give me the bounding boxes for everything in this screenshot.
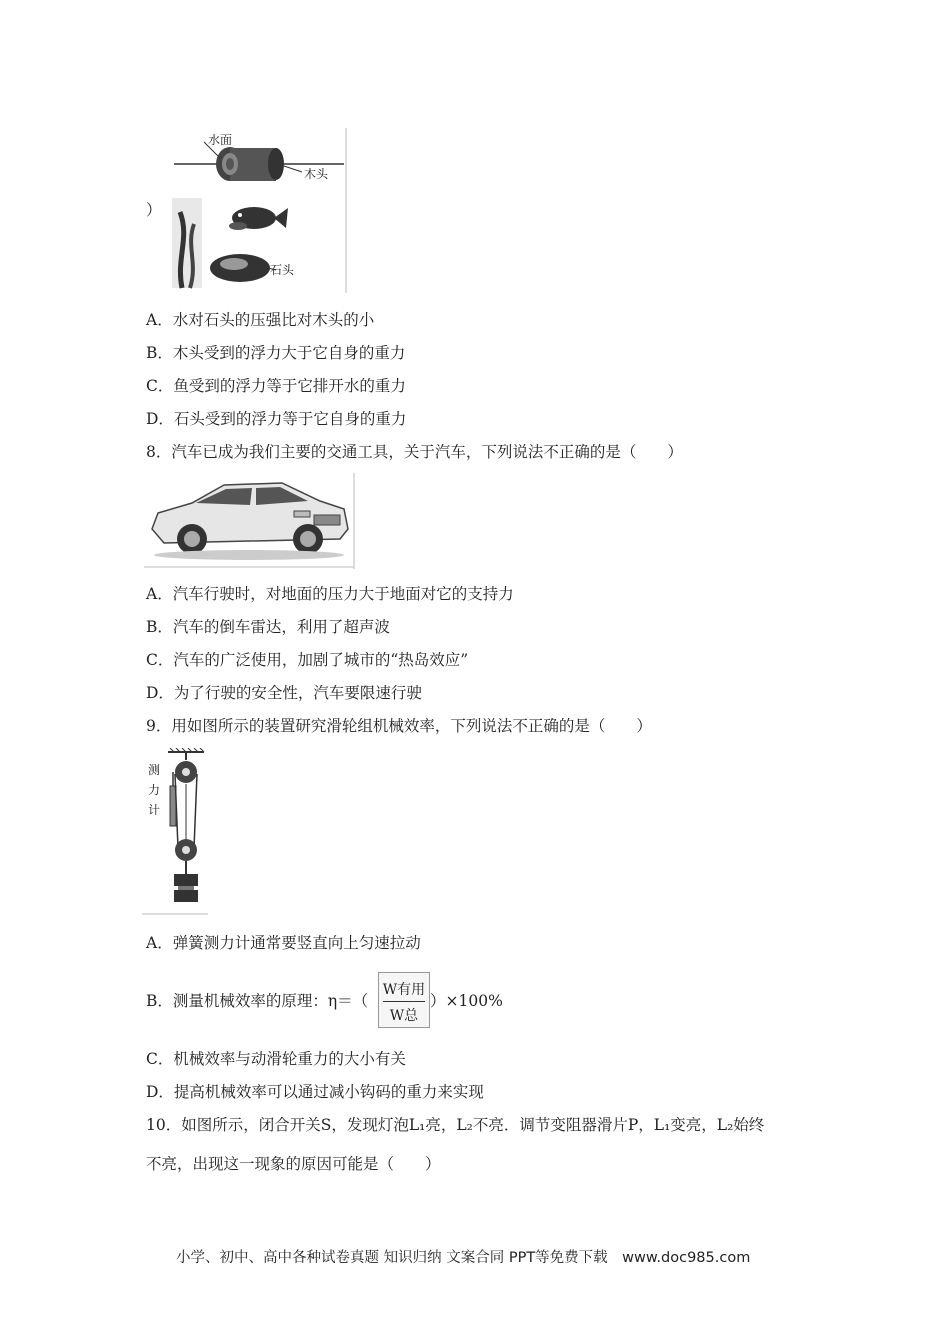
q9-option-b-suffix: ）×100%	[430, 992, 503, 1010]
q9-option-b-prefix: B．测量机械效率的原理：η＝（	[146, 992, 369, 1010]
q7-option-d: D．石头受到的浮力等于它自身的重力	[146, 410, 407, 428]
q7-option-a: A．水对石头的压强比对木头的小	[146, 311, 375, 329]
fraction-bar	[383, 1001, 425, 1002]
q8-option-b: B．汽车的倒车雷达，利用了超声波	[146, 618, 390, 636]
scale-label-3: 计	[148, 803, 161, 817]
scale-label-1: 测	[148, 763, 161, 777]
q8-option-d: D．为了行驶的安全性，汽车要限速行驶	[146, 684, 422, 702]
label-stone: 石头	[270, 263, 295, 277]
scale-label-2: 力	[148, 783, 161, 797]
efficiency-fraction	[378, 972, 430, 1028]
label-water-surface: 水面	[208, 133, 233, 147]
q9-option-a: A．弹簧测力计通常要竖直向上匀速拉动	[146, 934, 421, 952]
figure-closing-paren: ）	[146, 201, 162, 219]
q7-option-b: B．木头受到的浮力大于它自身的重力	[146, 344, 406, 362]
q9-stem: 9．用如图所示的装置研究滑轮组机械效率，下列说法不正确的是（ ）	[146, 717, 652, 735]
q9-option-c: C．机械效率与动滑轮重力的大小有关	[146, 1050, 406, 1068]
q10-stem-line1: 10．如图所示，闭合开关S，发现灯泡L₁亮，L₂不亮．调节变阻器滑片P，L₁变亮，L₂始终	[146, 1116, 765, 1134]
fraction-denominator: W总	[389, 1008, 419, 1024]
q8-stem: 8．汽车已成为我们主要的交通工具，关于汽车，下列说法不正确的是（ ）	[146, 443, 683, 461]
buoyancy-figure	[168, 128, 348, 293]
label-wood: 木头	[304, 167, 329, 181]
page-footer: 小学、初中、高中各种试卷真题 知识归纳 文案合同 PPT等免费下载 www.doc985.com	[176, 1250, 751, 1266]
fraction-numerator: W有用	[382, 982, 426, 998]
pulley-figure	[142, 748, 212, 916]
car-figure	[144, 473, 356, 569]
q9-option-d: D．提高机械效率可以通过减小钩码的重力来实现	[146, 1083, 484, 1101]
q8-option-a: A．汽车行驶时，对地面的压力大于地面对它的支持力	[146, 585, 514, 603]
q7-option-c: C．鱼受到的浮力等于它排开水的重力	[146, 377, 406, 395]
q10-stem-line2: 不亮，出现这一现象的原因可能是（ ）	[146, 1155, 441, 1173]
q8-option-c: C．汽车的广泛使用，加剧了城市的“热岛效应”	[146, 651, 469, 669]
